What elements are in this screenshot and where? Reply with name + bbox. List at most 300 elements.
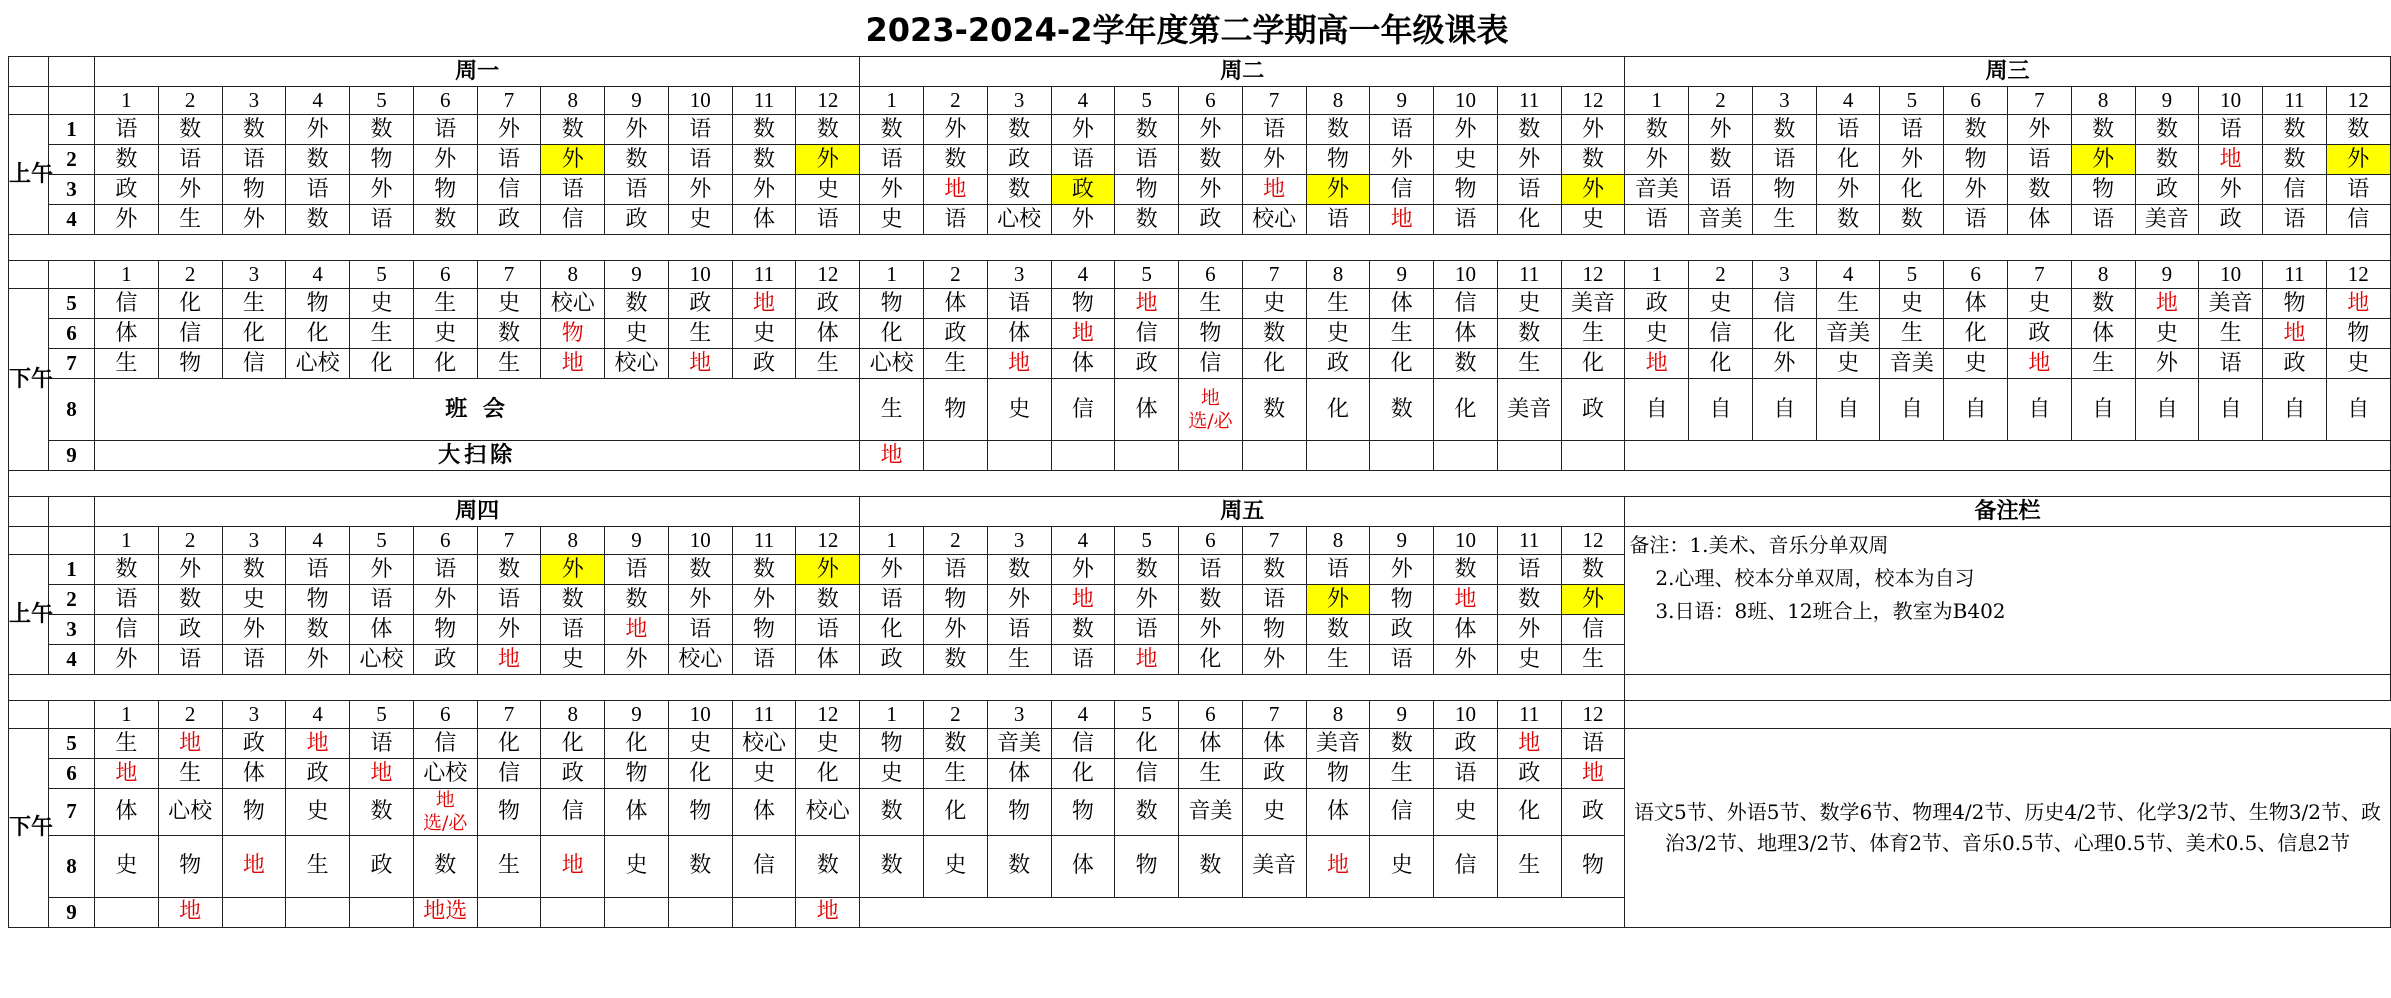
lesson-cell: 自: [1752, 379, 1816, 441]
lesson-cell: 化: [477, 729, 541, 759]
lesson-cell: 地: [158, 897, 222, 927]
lesson-cell: 外: [732, 585, 796, 615]
lesson-cell: 史: [1625, 319, 1689, 349]
lesson-cell: 语: [860, 585, 924, 615]
lesson-cell: 语: [732, 645, 796, 675]
period-number: 9: [605, 261, 669, 289]
lesson-cell: [1051, 441, 1115, 471]
lesson-cell: 史: [477, 289, 541, 319]
lesson-cell: 语: [222, 645, 286, 675]
lesson-number: 2: [49, 585, 95, 615]
lesson-cell: 史: [222, 585, 286, 615]
period-number: 8: [541, 87, 605, 115]
period-number: 7: [1242, 87, 1306, 115]
lesson-cell: 生: [1306, 289, 1370, 319]
lesson-cell: [1561, 441, 1625, 471]
lesson-cell: 语: [987, 615, 1051, 645]
lesson-cell: 语: [1242, 115, 1306, 145]
lesson-number: 6: [49, 759, 95, 789]
lesson-cell: 信: [158, 319, 222, 349]
lesson-cell: 外: [1689, 115, 1753, 145]
lesson-cell: [541, 897, 605, 927]
lesson-cell: 数: [158, 585, 222, 615]
lesson-cell: 心校: [987, 205, 1051, 235]
lesson-cell: 地: [668, 349, 732, 379]
lesson-cell: 政: [605, 205, 669, 235]
period-number: 4: [1816, 87, 1880, 115]
lesson-cell: 数: [2071, 289, 2135, 319]
lesson-cell: 校心: [541, 289, 605, 319]
period-number: 4: [1051, 87, 1115, 115]
lesson-cell: [95, 897, 159, 927]
lesson-cell: 外: [1051, 205, 1115, 235]
period-number: 3: [987, 87, 1051, 115]
lesson-cell: 外: [158, 175, 222, 205]
lesson-cell: 外: [222, 615, 286, 645]
lesson-cell: 地: [796, 897, 860, 927]
lesson-cell: 美音: [2135, 205, 2199, 235]
lesson-cell: 史: [987, 379, 1051, 441]
lesson-number: 6: [49, 319, 95, 349]
lesson-cell: [1115, 441, 1179, 471]
period-number: 3: [222, 527, 286, 555]
period-number: 1: [860, 87, 924, 115]
lesson-cell: 物: [1561, 835, 1625, 897]
lesson-cell: 数: [95, 145, 159, 175]
lesson-cell: 体: [1179, 729, 1243, 759]
lesson-number: 1: [49, 115, 95, 145]
lesson-cell: 外: [286, 645, 350, 675]
lesson-cell: 史: [605, 319, 669, 349]
lesson-cell: 化: [923, 789, 987, 836]
lesson-cell: 数: [477, 319, 541, 349]
lesson-cell: 自: [2071, 379, 2135, 441]
lesson-number: 8: [49, 379, 95, 441]
period-number: 6: [413, 527, 477, 555]
lesson-cell: 数: [860, 835, 924, 897]
lesson-cell: 物: [860, 289, 924, 319]
lesson-cell: 生: [158, 759, 222, 789]
lesson-cell: 校心: [732, 729, 796, 759]
lesson-cell: 信: [1689, 319, 1753, 349]
lesson-cell: 语: [923, 205, 987, 235]
lesson-cell: 语: [350, 585, 414, 615]
lesson-cell: 语: [158, 645, 222, 675]
period-number: 4: [286, 87, 350, 115]
lesson-cell: 信: [2263, 175, 2327, 205]
lesson-cell: 物: [413, 615, 477, 645]
lesson-cell: 史: [1497, 645, 1561, 675]
lesson-cell: 生: [2199, 319, 2263, 349]
lesson-cell: 生: [1880, 319, 1944, 349]
lesson-cell: 化: [1752, 319, 1816, 349]
lesson-cell: 外: [1880, 145, 1944, 175]
lesson-cell: 外: [2326, 145, 2390, 175]
lesson-cell: 外: [860, 175, 924, 205]
lesson-cell: 音美: [1880, 349, 1944, 379]
lesson-cell: 化: [1497, 205, 1561, 235]
note-line: 2.心理、校本分单双周，校本为自习: [1655, 566, 1975, 590]
period-number: 3: [222, 87, 286, 115]
lesson-cell: 地: [2135, 289, 2199, 319]
lesson-cell: 美音: [1242, 835, 1306, 897]
lesson-number: 9: [49, 897, 95, 927]
lesson-cell: 语: [1051, 645, 1115, 675]
lesson-cell: [668, 897, 732, 927]
lesson-cell: 化: [668, 759, 732, 789]
lesson-cell: 外: [477, 115, 541, 145]
lesson-cell: 政: [541, 759, 605, 789]
lesson-cell: 外: [350, 555, 414, 585]
lesson-cell: 史: [1880, 289, 1944, 319]
lesson-cell: 史: [860, 759, 924, 789]
lesson-cell: 生: [1179, 759, 1243, 789]
lesson-cell: 物: [1752, 175, 1816, 205]
lesson-number: 5: [49, 289, 95, 319]
lesson-cell: 外: [1051, 555, 1115, 585]
lesson-cell: 外: [1944, 175, 2008, 205]
lesson-cell: 美音: [1497, 379, 1561, 441]
lesson-cell: 数: [1434, 349, 1498, 379]
lesson-cell: 语: [1242, 585, 1306, 615]
lesson-cell: 心校: [413, 759, 477, 789]
lesson-cell: 数: [286, 205, 350, 235]
period-number: 5: [1880, 261, 1944, 289]
period-number: 12: [796, 701, 860, 729]
lesson-cell: 物: [350, 145, 414, 175]
lesson-cell: 政: [796, 289, 860, 319]
lesson-cell: 语: [1115, 615, 1179, 645]
lesson-cell: 语: [1625, 205, 1689, 235]
lesson-cell: 数: [796, 115, 860, 145]
lesson-cell: 化: [1880, 175, 1944, 205]
lesson-number: 8: [49, 835, 95, 897]
lesson-cell: 数: [605, 585, 669, 615]
lesson-cell: 自: [2326, 379, 2390, 441]
lesson-cell: 生: [923, 349, 987, 379]
lesson-cell: 语: [2199, 115, 2263, 145]
lesson-cell: 信: [1434, 289, 1498, 319]
page-title: 2023-2024-2学年度第二学期高一年级课表: [865, 11, 1509, 49]
lesson-cell: 数: [923, 729, 987, 759]
lesson-cell: [987, 441, 1051, 471]
lesson-cell: 信: [1179, 349, 1243, 379]
lesson-cell: 语: [1497, 555, 1561, 585]
period-number: 5: [350, 527, 414, 555]
lesson-cell: 地: [2326, 289, 2390, 319]
period-number: 10: [1434, 87, 1498, 115]
lesson-cell: 体: [732, 789, 796, 836]
session-label: 下午: [9, 729, 49, 928]
lesson-cell: 体: [95, 319, 159, 349]
lesson-cell: 生: [1561, 319, 1625, 349]
lesson-cell: 地: [605, 615, 669, 645]
lesson-cell: 史: [286, 789, 350, 836]
lesson-cell: 地: [222, 835, 286, 897]
period-number: 7: [1242, 701, 1306, 729]
period-number: 1: [95, 701, 159, 729]
lesson-cell: 史: [2135, 319, 2199, 349]
blank-cell: [49, 57, 95, 87]
period-number: 1: [860, 527, 924, 555]
lesson-cell: 生: [668, 319, 732, 349]
lesson-cell: 语: [286, 555, 350, 585]
period-number: 2: [158, 261, 222, 289]
gap-row: [9, 235, 2391, 261]
lesson-cell: 地: [1497, 729, 1561, 759]
lesson-cell: 生: [1497, 835, 1561, 897]
lesson-cell: 物: [286, 289, 350, 319]
period-number: 2: [923, 261, 987, 289]
period-number: 9: [1370, 261, 1434, 289]
lesson-cell: 语: [413, 555, 477, 585]
lesson-cell: 生: [1306, 645, 1370, 675]
period-number: 11: [1497, 527, 1561, 555]
period-number: 2: [923, 701, 987, 729]
period-number: 8: [1306, 87, 1370, 115]
lesson-cell: [923, 441, 987, 471]
gap-row: [9, 471, 2391, 497]
lesson-cell: 信: [732, 835, 796, 897]
lesson-cell: 数: [923, 145, 987, 175]
lesson-cell: 物: [605, 759, 669, 789]
lesson-cell: 语: [95, 115, 159, 145]
lesson-cell: 语: [1051, 145, 1115, 175]
lesson-cell: 语: [95, 585, 159, 615]
lesson-cell: 物: [222, 175, 286, 205]
lesson-cell: 外: [350, 175, 414, 205]
period-number: 6: [413, 701, 477, 729]
lesson-cell: 生: [222, 289, 286, 319]
lesson-cell: 数: [2008, 175, 2072, 205]
lesson-cell: 化: [1434, 379, 1498, 441]
blank-span: [860, 897, 1625, 927]
lesson-cell: 史: [605, 835, 669, 897]
lesson-cell: 语: [541, 615, 605, 645]
lesson-cell: 语: [605, 555, 669, 585]
lesson-cell: 语: [1561, 729, 1625, 759]
lesson-cell: 地: [1561, 759, 1625, 789]
lesson-cell: 史: [95, 835, 159, 897]
lesson-cell: [350, 897, 414, 927]
lesson-cell: 外: [605, 645, 669, 675]
lesson-cell: 数: [1179, 145, 1243, 175]
lesson-cell: 语: [158, 145, 222, 175]
lesson-cell: 数: [350, 115, 414, 145]
lesson-cell: 语: [2326, 175, 2390, 205]
lesson-cell: 体: [1115, 379, 1179, 441]
lesson-cell: 外: [1370, 555, 1434, 585]
lesson-cell: 语: [1115, 145, 1179, 175]
period-number: 3: [222, 701, 286, 729]
lesson-cell: 数: [668, 555, 732, 585]
lesson-cell: 数: [1625, 115, 1689, 145]
lesson-cell: 语: [1752, 145, 1816, 175]
lesson-cell: 外: [1179, 115, 1243, 145]
lesson-cell: 史: [796, 175, 860, 205]
blank-cell: [9, 497, 49, 527]
lesson-cell: [1242, 441, 1306, 471]
period-number: 2: [158, 527, 222, 555]
lesson-cell: [1434, 441, 1498, 471]
lesson-cell: 音美: [987, 729, 1051, 759]
lesson-cell: 史: [1370, 835, 1434, 897]
lesson-cell: 化: [286, 319, 350, 349]
period-number: 8: [541, 261, 605, 289]
lesson-cell: 外: [286, 115, 350, 145]
lesson-cell: 数: [732, 145, 796, 175]
period-number: 2: [923, 527, 987, 555]
lesson-cell: 语: [2263, 205, 2327, 235]
lesson-cell: 数: [923, 645, 987, 675]
lesson-cell: 外: [1179, 175, 1243, 205]
lesson-cell: 外: [1242, 645, 1306, 675]
lesson-cell: 数: [1115, 789, 1179, 836]
lesson-cell: 史: [1242, 289, 1306, 319]
lesson-cell: 数: [1051, 615, 1115, 645]
lesson-cell: 化: [1561, 349, 1625, 379]
lesson-cell: 政: [222, 729, 286, 759]
lesson-cell: 语: [923, 555, 987, 585]
period-number: 2: [158, 701, 222, 729]
lesson-cell: 语: [477, 585, 541, 615]
period-number: 11: [732, 261, 796, 289]
lesson-cell: 生: [1752, 205, 1816, 235]
period-number: 9: [1370, 701, 1434, 729]
lesson-cell: 数: [1306, 615, 1370, 645]
period-number: 11: [732, 87, 796, 115]
session-label: 下午: [9, 289, 49, 471]
lesson-cell: 数: [1561, 145, 1625, 175]
lesson-cell: 语: [1816, 115, 1880, 145]
period-number: 10: [668, 527, 732, 555]
period-number: 8: [1306, 261, 1370, 289]
lesson-cell: 史: [860, 205, 924, 235]
lesson-cell: 外: [1051, 115, 1115, 145]
lesson-cell: 生: [860, 379, 924, 441]
lesson-cell: 政: [1370, 615, 1434, 645]
period-number: 4: [1051, 261, 1115, 289]
blank-cell: [9, 261, 49, 289]
lesson-cell: 化: [1115, 729, 1179, 759]
lesson-cell: 外: [1752, 349, 1816, 379]
lesson-cell: 语: [1306, 555, 1370, 585]
lesson-cell: 数: [222, 555, 286, 585]
period-number: 6: [1179, 701, 1243, 729]
lesson-cell: 政: [923, 319, 987, 349]
period-number: 12: [796, 261, 860, 289]
lesson-cell: 校心: [668, 645, 732, 675]
blank-cell: [9, 701, 49, 729]
lesson-cell: 外: [541, 145, 605, 175]
lesson-cell: 史: [1561, 205, 1625, 235]
period-number: 5: [1880, 87, 1944, 115]
lesson-cell: 史: [668, 205, 732, 235]
lesson-cell: 生: [95, 349, 159, 379]
lesson-cell: 语: [796, 615, 860, 645]
period-number: 3: [987, 261, 1051, 289]
period-number: 10: [1434, 261, 1498, 289]
lesson-cell: 语: [1370, 115, 1434, 145]
lesson-cell: 物: [732, 615, 796, 645]
lesson-cell: 数: [2135, 145, 2199, 175]
lesson-cell: 化: [158, 289, 222, 319]
period-number: 7: [2008, 87, 2072, 115]
period-number: 11: [2263, 261, 2327, 289]
lesson-cell: 外: [987, 585, 1051, 615]
period-number: 4: [1816, 261, 1880, 289]
lesson-number: 5: [49, 729, 95, 759]
notes-header: 备注栏: [1625, 497, 2390, 527]
lesson-cell: 生: [1370, 319, 1434, 349]
lesson-cell: 政: [1051, 175, 1115, 205]
lesson-cell: 化: [222, 319, 286, 349]
lesson-cell: 地: [541, 349, 605, 379]
blank-cell: [49, 497, 95, 527]
lesson-cell: 生: [796, 349, 860, 379]
lesson-cell: 生: [987, 645, 1051, 675]
lesson-cell: 史: [350, 289, 414, 319]
lesson-cell: 语: [1306, 205, 1370, 235]
lesson-number: 3: [49, 615, 95, 645]
period-number: 5: [1115, 261, 1179, 289]
lesson-cell: 数: [1752, 115, 1816, 145]
period-number: 3: [987, 701, 1051, 729]
period-number: 7: [1242, 527, 1306, 555]
lesson-cell: 外: [1561, 115, 1625, 145]
lesson-cell: 数: [1816, 205, 1880, 235]
lesson-cell: 数: [1370, 729, 1434, 759]
lesson-cell: 地: [1434, 585, 1498, 615]
lesson-cell: 音美: [1625, 175, 1689, 205]
period-number: 12: [796, 527, 860, 555]
lesson-cell: 体: [732, 205, 796, 235]
lesson-cell: 政: [732, 349, 796, 379]
period-number: 12: [2326, 261, 2390, 289]
lesson-number: 4: [49, 645, 95, 675]
lesson-cell: 政: [1625, 289, 1689, 319]
lesson-cell: 地: [1306, 835, 1370, 897]
lesson-cell: 数: [1179, 585, 1243, 615]
lesson-cell: 外: [2071, 145, 2135, 175]
lesson-cell: 外: [2135, 349, 2199, 379]
period-number: 8: [2071, 261, 2135, 289]
lesson-cell: 政: [2135, 175, 2199, 205]
lesson-cell: 外: [1434, 115, 1498, 145]
lesson-cell: 数: [1179, 835, 1243, 897]
lesson-cell: 生: [286, 835, 350, 897]
lesson-cell: 数: [1497, 585, 1561, 615]
period-number: 3: [222, 261, 286, 289]
lesson-cell: [732, 897, 796, 927]
period-number: 2: [923, 87, 987, 115]
lesson-text-line: 地: [1200, 386, 1220, 409]
lesson-cell: 物: [541, 319, 605, 349]
lesson-cell: 语: [413, 115, 477, 145]
lesson-cell: 化: [605, 729, 669, 759]
lesson-cell: 数: [350, 789, 414, 836]
lesson-cell: 数: [1115, 205, 1179, 235]
lesson-cell: [1306, 441, 1370, 471]
lesson-cell: 外: [1497, 615, 1561, 645]
lesson-cell: 史: [1944, 349, 2008, 379]
lesson-number: 3: [49, 175, 95, 205]
lesson-cell: 体: [2008, 205, 2072, 235]
period-number: 11: [1497, 87, 1561, 115]
lesson-cell: 外: [1306, 585, 1370, 615]
lesson-cell: 语: [2199, 349, 2263, 379]
lesson-cell: 体: [1434, 319, 1498, 349]
